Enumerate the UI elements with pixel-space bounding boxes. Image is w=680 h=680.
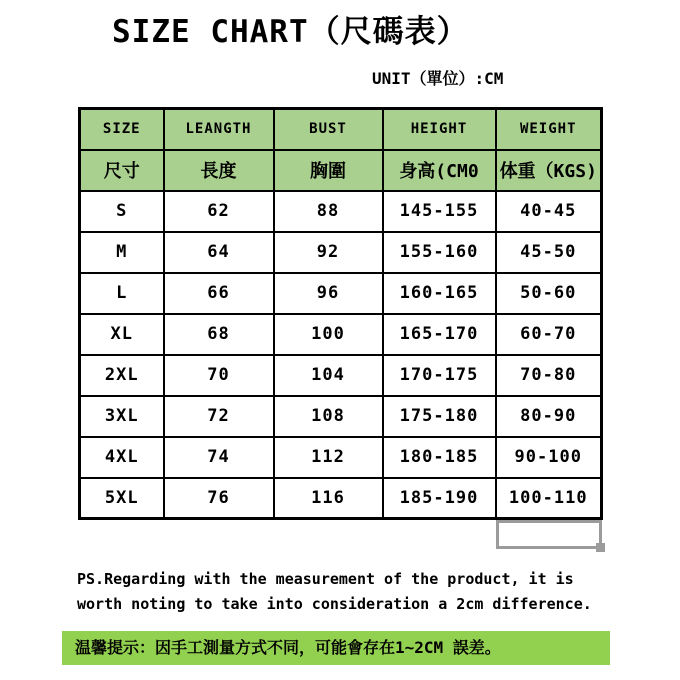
size-cell: 3XL (80, 396, 164, 437)
size-cell: 5XL (80, 478, 164, 519)
header-cell-bust: BUST (274, 109, 383, 150)
ps-note (77, 567, 592, 617)
weight-cell: 45-50 (496, 232, 602, 273)
ps-note-line2: worth noting to take into consideration a 2cm difference. (77, 595, 592, 613)
table-row-xl (80, 314, 602, 355)
header-cell-size: SIZE (80, 109, 164, 150)
ps-note-line1: PS.Regarding with the measurement of the product, it is (77, 570, 574, 588)
size-cell: L (80, 273, 164, 314)
size-cell: 4XL (80, 437, 164, 478)
page-title: SIZE CHART（尺碼表） (112, 14, 469, 50)
selection-box (496, 520, 602, 549)
weight-cell: 100-110 (496, 478, 602, 519)
height-cell: 170-175 (383, 355, 496, 396)
length-cell: 64 (164, 232, 274, 273)
size-chart-table (78, 107, 603, 520)
bust-cell: 112 (274, 437, 383, 478)
size-cell: M (80, 232, 164, 273)
table-row-s (80, 191, 602, 232)
bust-cell: 116 (274, 478, 383, 519)
table-row-l (80, 273, 602, 314)
height-cell: 185-190 (383, 478, 496, 519)
length-cell: 74 (164, 437, 274, 478)
unit-note: UNIT（單位）:CM (372, 69, 504, 88)
header-cell-height: HEIGHT (383, 109, 496, 150)
height-cell: 180-185 (383, 437, 496, 478)
size-cell: XL (80, 314, 164, 355)
size-cell: S (80, 191, 164, 232)
height-cell: 145-155 (383, 191, 496, 232)
weight-cell: 90-100 (496, 437, 602, 478)
weight-cell: 70-80 (496, 355, 602, 396)
length-cell: 68 (164, 314, 274, 355)
bust-cell: 100 (274, 314, 383, 355)
table-row-2xl (80, 355, 602, 396)
length-cell: 76 (164, 478, 274, 519)
header-cell-weight: WEIGHT (496, 109, 602, 150)
bust-cell: 108 (274, 396, 383, 437)
table-row-5xl (80, 478, 602, 519)
weight-cell: 60-70 (496, 314, 602, 355)
height-cell: 155-160 (383, 232, 496, 273)
length-cell: 70 (164, 355, 274, 396)
header-row-zh (80, 150, 602, 191)
weight-cell: 80-90 (496, 396, 602, 437)
height-cell: 160-165 (383, 273, 496, 314)
height-cell: 175-180 (383, 396, 496, 437)
height-cell: 165-170 (383, 314, 496, 355)
bust-cell: 104 (274, 355, 383, 396)
weight-cell: 40-45 (496, 191, 602, 232)
table-row-3xl (80, 396, 602, 437)
selection-handle (596, 543, 605, 552)
table-row-4xl (80, 437, 602, 478)
bust-cell: 96 (274, 273, 383, 314)
length-cell: 66 (164, 273, 274, 314)
header-cell-height-zh: 身高(CM0 (383, 150, 496, 191)
bust-cell: 92 (274, 232, 383, 273)
length-cell: 72 (164, 396, 274, 437)
weight-cell: 50-60 (496, 273, 602, 314)
header-cell-weight-zh: 体重（KGS) (496, 150, 602, 191)
header-row-en (80, 109, 602, 150)
bust-cell: 88 (274, 191, 383, 232)
length-cell: 62 (164, 191, 274, 232)
size-cell: 2XL (80, 355, 164, 396)
header-cell-bust-zh: 胸圍 (274, 150, 383, 191)
header-cell-length: LEANGTH (164, 109, 274, 150)
table-row-m (80, 232, 602, 273)
header-cell-length-zh: 長度 (164, 150, 274, 191)
tip-banner: 温馨提示：因手工測量方式不同，可能會存在1~2CM 誤差。 (62, 631, 610, 665)
header-cell-size-zh: 尺寸 (80, 150, 164, 191)
